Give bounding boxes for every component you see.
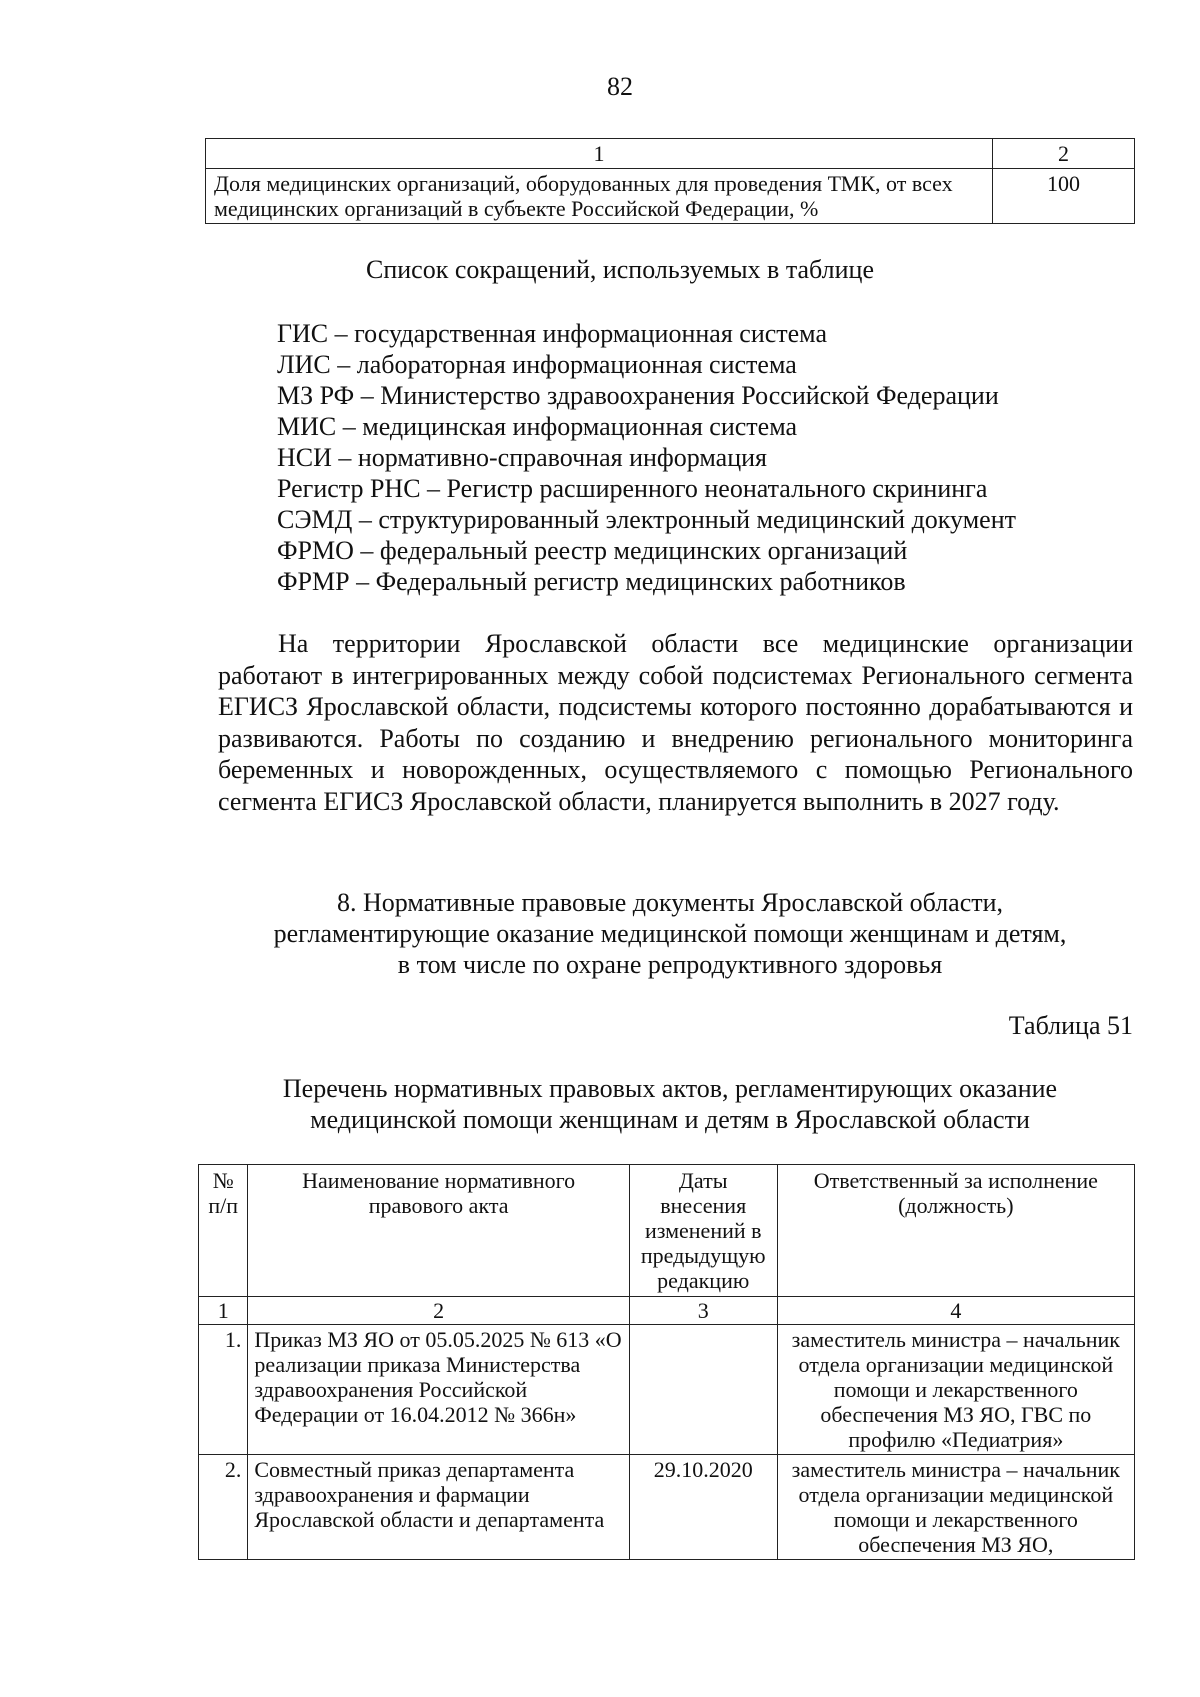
- table-number: Таблица 51: [1008, 1011, 1133, 1040]
- header-dates: Даты внесения изменений в предыдущую редакцию: [629, 1165, 777, 1297]
- header-act-name: Наименование нормативного правового акта: [248, 1165, 629, 1297]
- row-number: 2.: [199, 1455, 248, 1560]
- col-number: 3: [629, 1297, 777, 1325]
- abbreviations-heading: Список сокращений, используемых в таблице: [366, 255, 874, 284]
- indicator-value: 100: [993, 169, 1135, 224]
- abbreviation-item: МЗ РФ – Министерство здравоохранения Российской Федерации: [277, 381, 999, 410]
- act-dates: [629, 1325, 777, 1455]
- abbreviation-item: ФРМО – федеральный реестр медицинских организаций: [277, 536, 908, 565]
- col-number: 1: [199, 1297, 248, 1325]
- col-header-1: 1: [206, 139, 993, 169]
- section-heading-line: регламентирующие оказание медицинской помощи женщинам и детям,: [273, 919, 1067, 948]
- col-number: 2: [248, 1297, 629, 1325]
- indicator-table: [205, 138, 1135, 224]
- indicator-name: Доля медицинских организаций, оборудованных для проведения ТМК, от всех медицинских организаций в субъекте Российской Федерации, %: [206, 169, 993, 224]
- act-dates: 29.10.2020: [629, 1455, 777, 1560]
- header-number: № п/п: [199, 1165, 248, 1297]
- header-responsible: Ответственный за исполнение (должность): [777, 1165, 1134, 1297]
- page-number: 82: [607, 72, 633, 101]
- table-row: [199, 1455, 1135, 1560]
- abbreviation-item: ФРМР – Федеральный регистр медицинских работников: [277, 567, 906, 596]
- act-responsible: заместитель министра – начальник отдела организации медицинской помощи и лекарственного обеспечения МЗ ЯО,: [777, 1455, 1134, 1560]
- act-name: Совместный приказ департамента здравоохранения и фармации Ярославской области и департамента: [248, 1455, 629, 1560]
- act-responsible: заместитель министра – начальник отдела организации медицинской помощи и лекарственного обеспечения МЗ ЯО, ГВС по профилю «Педиатрия»: [777, 1325, 1134, 1455]
- table-title-line: медицинской помощи женщинам и детям в Ярославской области: [310, 1105, 1030, 1134]
- abbreviation-item: Регистр РНС – Регистр расширенного неонатального скрининга: [277, 474, 988, 503]
- body-paragraph: На территории Ярославской области все медицинские организации работают в интегрированных между собой подсистемах Регионального сегмента ЕГИСЗ Ярославской области, подсистемы которого постоянно дорабатываются и развиваются. Работы по созданию и внедрению регионального мониторинга беременных и новорожденных, осуществляемого с помощью Регионального сегмента ЕГИСЗ Ярославской области, планируется выполнить в 2027 году.: [218, 629, 1133, 816]
- legal-acts-table: [198, 1164, 1135, 1560]
- abbreviation-item: СЭМД – структурированный электронный медицинский документ: [277, 505, 1016, 534]
- section-heading-line: в том числе по охране репродуктивного здоровья: [397, 950, 943, 979]
- act-name: Приказ МЗ ЯО от 05.05.2025 № 613 «О реализации приказа Министерства здравоохранения Российской Федерации от 16.04.2012 № 366н»: [248, 1325, 629, 1455]
- section-heading-line: 8. Нормативные правовые документы Ярославской области,: [336, 888, 1004, 917]
- abbreviation-item: ЛИС – лабораторная информационная система: [277, 350, 797, 379]
- col-number: 4: [777, 1297, 1134, 1325]
- table-row: [199, 1325, 1135, 1455]
- table-title-line: Перечень нормативных правовых актов, регламентирующих оказание: [282, 1074, 1058, 1103]
- abbreviation-item: НСИ – нормативно-справочная информация: [277, 443, 767, 472]
- table-title: [200, 1073, 1140, 1135]
- abbreviations-list: [277, 318, 1016, 597]
- abbreviation-item: ГИС – государственная информационная система: [277, 319, 827, 348]
- abbreviation-item: МИС – медицинская информационная система: [277, 412, 798, 441]
- section-heading: [200, 887, 1140, 980]
- col-header-2: 2: [993, 139, 1135, 169]
- row-number: 1.: [199, 1325, 248, 1455]
